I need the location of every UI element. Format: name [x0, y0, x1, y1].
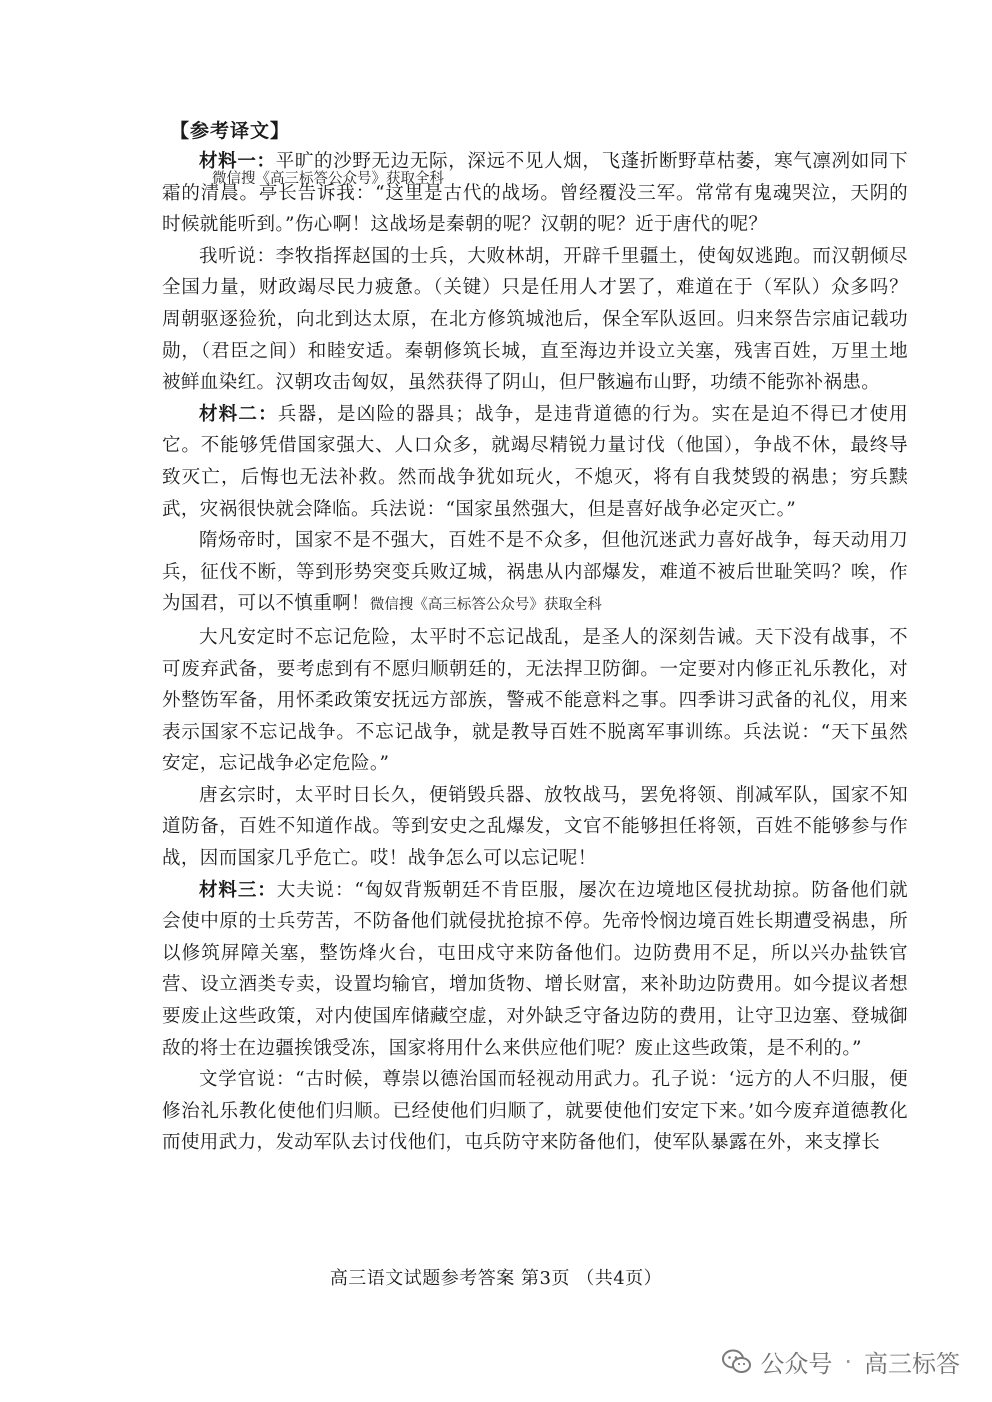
paragraph-3 [162, 399, 908, 525]
brand-separator: · [844, 1347, 852, 1376]
paragraph-2 [162, 241, 908, 399]
material-label: 材料二： [199, 403, 278, 425]
paragraph-4 [162, 525, 908, 622]
paragraph-text: 兵器，是凶险的器具；战争，是违背道德的行为。实在是迫不得已才使用它。不能够凭借国家强大、人口众多，就竭尽精锐力量讨伐（他国），争战不休，最终导致灭亡，后悔也无法补救。然而战争犹如玩火，不熄灭，将有自我焚毁的祸患；穷兵黩武，灾祸很快就会降临。兵法说：“国家虽然强大，但是喜好战争必定灭亡。” [162, 403, 908, 520]
material-label: 材料三： [199, 879, 277, 901]
paragraph-text: 我听说：李牧指挥赵国的士兵，大败林胡，开辟千里疆土，使匈奴逃跑。而汉朝倾尽全国力量，财政竭尽民力疲惫。（关键）只是任用人才罢了，难道在于（军队）众多吗？周朝驱逐猃狁，向北到达太原，在北方修筑城池后，保全军队返回。归来祭告宗庙记载功勋，（君臣之间）和睦安适。秦朝修筑长城，直至海边并设立关塞，残害百姓，万里土地被鲜血染红。汉朝攻击匈奴，虽然获得了阴山，但尸骸遍布山野，功绩不能弥补祸患。 [162, 245, 908, 394]
paragraph-7 [162, 875, 908, 1065]
account-brand [722, 1344, 960, 1379]
translation-body [162, 146, 908, 1159]
brand-left-text: 公众号 [760, 1350, 833, 1378]
paragraph-6 [162, 780, 908, 875]
watermark-top: 微信搜《高三标答公众号》获取全科 [212, 171, 444, 187]
section-heading: 【参考译文】 [170, 120, 291, 142]
wechat-icon [722, 1349, 752, 1375]
watermark-inline: 微信搜《高三标答公众号》获取全科 [369, 597, 602, 614]
paragraph-text: 文学官说：“古时候，尊崇以德治国而轻视动用武力。孔子说：‘远方的人不归服，便修治礼乐教化使他们归顺。已经使他们归顺了，就要使他们安定下来。’如今废弃道德教化而使用武力，发动军队去讨伐他们，屯兵防守来防备他们，使军队暴露在外，来支撑长 [162, 1069, 908, 1154]
paragraph-8 [162, 1064, 908, 1159]
paragraph-text: 大夫说：“匈奴背叛朝廷不肯臣服，屡次在边境地区侵扰劫掠。防备他们就会使中原的士兵劳苦，不防备他们就侵扰抢掠不停。先帝怜悯边境百姓长期遭受祸患，所以修筑屏障关塞，整饬烽火台，屯田戍守来防备他们。边防费用不足，所以兴办盐铁官营、设立酒类专卖，设置均输官，增加货物、增长财富，来补助边防费用。如今提议者想要废止这些政策，对内使国库储藏空虚，对外缺乏守备边防的费用，让守卫边塞、登城御敌的将士在边疆挨饿受冻，国家将用什么来供应他们呢？废止这些政策，是不利的。” [162, 879, 908, 1059]
paragraph-text: 隋炀帝时，国家不是不强大，百姓不是不众多，但他沉迷武力喜好战争，每天动用刀兵，征伐不断，等到形势突变兵败辽城，祸患从内部爆发，难道不被后世耻笑吗？唉，作为国君，可以不慎重啊！ [162, 530, 908, 615]
material-label: 材料一： [199, 151, 276, 172]
paragraph-5 [162, 622, 908, 780]
paragraph-1 [162, 146, 908, 241]
page-footer: 高三语文试题参考答案 第3页 （共4页） [329, 1268, 663, 1289]
paragraph-text: 平旷的沙野无边无际，深远不见人烟，飞蓬折断野草枯萎，寒气凛冽如同下霜的清晨。亭长告诉我：“这里是古代的战场。曾经覆没三军。常常有鬼魂哭泣，天阴的时候就能听到。”伤心啊！这战场是秦朝的呢？汉朝的呢？近于唐代的呢？ [162, 151, 909, 236]
brand-right-text: 高三标答 [864, 1350, 960, 1378]
paragraph-text: 唐玄宗时，太平时日长久，便销毁兵器、放牧战马，罢免将领、削减军队，国家不知道防备，百姓不知道作战。等到安史之乱爆发，文官不能够担任将领，百姓不能够参与作战，因而国家几乎危亡。哎！战争怎么可以忘记呢！ [162, 784, 908, 870]
paragraph-text: 大凡安定时不忘记危险，太平时不忘记战乱，是圣人的深刻告诫。天下没有战事，不可废弃武备，要考虑到有不愿归顺朝廷的，无法捍卫防御。一定要对内修正礼乐教化，对外整饬军备，用怀柔政策安抚远方部族，警戒不能意料之事。四季讲习武备的礼仪，用来表示国家不忘记战争。不忘记战争，就是教导百姓不脱离军事训练。兵法说：“天下虽然安定，忘记战争必定危险。” [162, 626, 908, 775]
